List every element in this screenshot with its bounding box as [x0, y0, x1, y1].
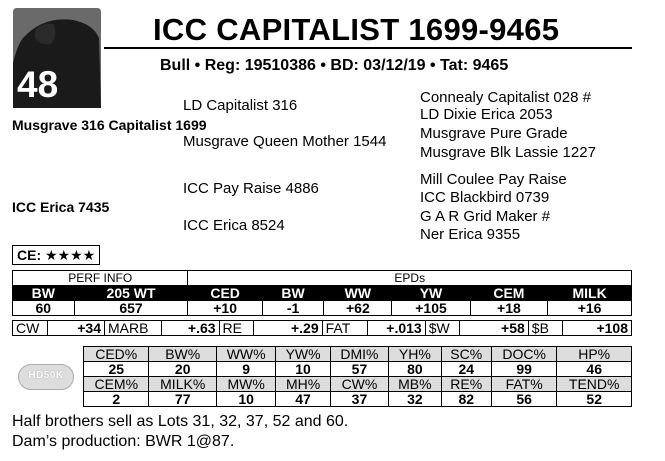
percentile-label: SC%	[441, 347, 491, 362]
percentile-label: MW%	[216, 377, 275, 392]
epd-value: 60	[13, 301, 75, 316]
pedigree-ss-dam: LD Dixie Erica 2053	[420, 106, 553, 123]
percentile-value: 20	[149, 362, 216, 377]
percentile-value: 9	[216, 362, 275, 377]
percentile-label: MB%	[389, 377, 441, 392]
epd-extra-value: +.29	[253, 321, 322, 336]
pedigree-sire-dam: Musgrave Queen Mother 1544	[183, 133, 387, 150]
perf-info-header: PERF INFO	[13, 271, 188, 286]
percentile-value: 2	[84, 392, 149, 407]
epd-label: BW	[13, 286, 75, 301]
percentile-value: 10	[276, 362, 330, 377]
pedigree-sire-sire: LD Capitalist 316	[183, 97, 298, 114]
percentile-value: 57	[330, 362, 388, 377]
pedigree-ds-sire: Mill Coulee Pay Raise	[420, 171, 567, 188]
title-rule	[104, 47, 632, 49]
pedigree-sd-dam: Musgrave Blk Lassie 1227	[420, 144, 596, 161]
epd-label: 205 WT	[74, 286, 188, 301]
percentile-label: WW%	[216, 347, 275, 362]
epd-label: MILK	[548, 286, 632, 301]
lot-number: 48	[17, 64, 59, 105]
percentile-label: DMI%	[330, 347, 388, 362]
percentile-label: CEM%	[84, 377, 149, 392]
pedigree-dam-sire: ICC Pay Raise 4886	[183, 180, 319, 197]
pedigree-dam: ICC Erica 7435	[12, 199, 110, 215]
note-half-brothers: Half brothers sell as Lots 31, 32, 37, 52 and 60.	[12, 413, 349, 430]
registration-line: Bull • Reg: 19510386 • BD: 03/12/19 • Tat: 9465	[160, 57, 509, 74]
percentile-label: YW%	[276, 347, 330, 362]
epd-extra-value: +108	[563, 321, 632, 336]
epd-extra-label: RE	[219, 321, 253, 336]
epd-value: 657	[74, 301, 188, 316]
epd-extra-table	[12, 320, 632, 336]
percentile-value: 10	[216, 392, 275, 407]
percentile-value: 52	[557, 392, 632, 407]
pedigree-ds-dam: ICC Blackbird 0739	[420, 189, 550, 206]
hd50k-badge	[18, 364, 74, 390]
epd-value: +10	[188, 301, 262, 316]
percentile-value: 46	[557, 362, 632, 377]
epd-label: CED	[188, 286, 262, 301]
note-dam-production: Dam’s production: BWR 1@87.	[12, 433, 235, 450]
epd-extra-label: $B	[528, 321, 562, 336]
percentile-label: MILK%	[149, 377, 216, 392]
epd-label: CEM	[470, 286, 547, 301]
percentile-label: YH%	[389, 347, 441, 362]
percentile-label: MH%	[276, 377, 330, 392]
epd-extra-label: MARB	[105, 321, 162, 336]
percentile-value: 77	[149, 392, 216, 407]
epd-label: WW	[324, 286, 392, 301]
epd-label: YW	[392, 286, 470, 301]
bull-photo	[13, 8, 101, 108]
pedigree-sire: Musgrave 316 Capitalist 1699	[12, 117, 207, 133]
percentile-label: CW%	[330, 377, 388, 392]
percentile-value: 80	[389, 362, 441, 377]
percentile-value: 99	[491, 362, 556, 377]
calving-ease-rating: CE: ★★★★	[12, 245, 100, 265]
pedigree-ss-sire: Connealy Capitalist 028 #	[420, 89, 591, 106]
percentile-label: CED%	[84, 347, 149, 362]
epd-extra-value: +34	[47, 321, 104, 336]
percentile-label: TEND%	[557, 377, 632, 392]
percentile-value: 32	[389, 392, 441, 407]
epd-extra-label: FAT	[322, 321, 368, 336]
pedigree-dd-dam: Ner Erica 9355	[420, 226, 521, 243]
percentile-label: HP%	[557, 347, 632, 362]
epd-value: +62	[324, 301, 392, 316]
percentile-value: 47	[276, 392, 330, 407]
hd50k-badge-label: HD50K	[28, 370, 64, 381]
epd-extra-value: +58	[460, 321, 529, 336]
pedigree-dd-sire: G A R Grid Maker #	[420, 208, 551, 225]
percentile-label: DOC%	[491, 347, 556, 362]
epd-value: -1	[262, 301, 324, 316]
epd-label: BW	[262, 286, 324, 301]
epds-header: EPDs	[188, 271, 632, 286]
epd-value: +18	[470, 301, 547, 316]
percentile-value: 24	[441, 362, 491, 377]
epd-value: +16	[548, 301, 632, 316]
percentile-value: 82	[441, 392, 491, 407]
percentile-label: BW%	[149, 347, 216, 362]
epd-table	[12, 270, 632, 316]
pedigree-sd-sire: Musgrave Pure Grade	[420, 125, 568, 142]
epd-extra-label: $W	[425, 321, 459, 336]
percentile-value: 37	[330, 392, 388, 407]
pedigree-dam-dam: ICC Erica 8524	[183, 217, 285, 234]
epd-extra-value: +.63	[162, 321, 219, 336]
percentile-label: FAT%	[491, 377, 556, 392]
percentile-label: RE%	[441, 377, 491, 392]
epd-extra-label: CW	[13, 321, 48, 336]
percentile-value: 56	[491, 392, 556, 407]
epd-value: +105	[392, 301, 470, 316]
percentile-value: 25	[84, 362, 149, 377]
percentile-table	[83, 346, 632, 407]
animal-name: ICC CAPITALIST 1699-9465	[153, 12, 560, 47]
epd-extra-value: +.013	[368, 321, 425, 336]
